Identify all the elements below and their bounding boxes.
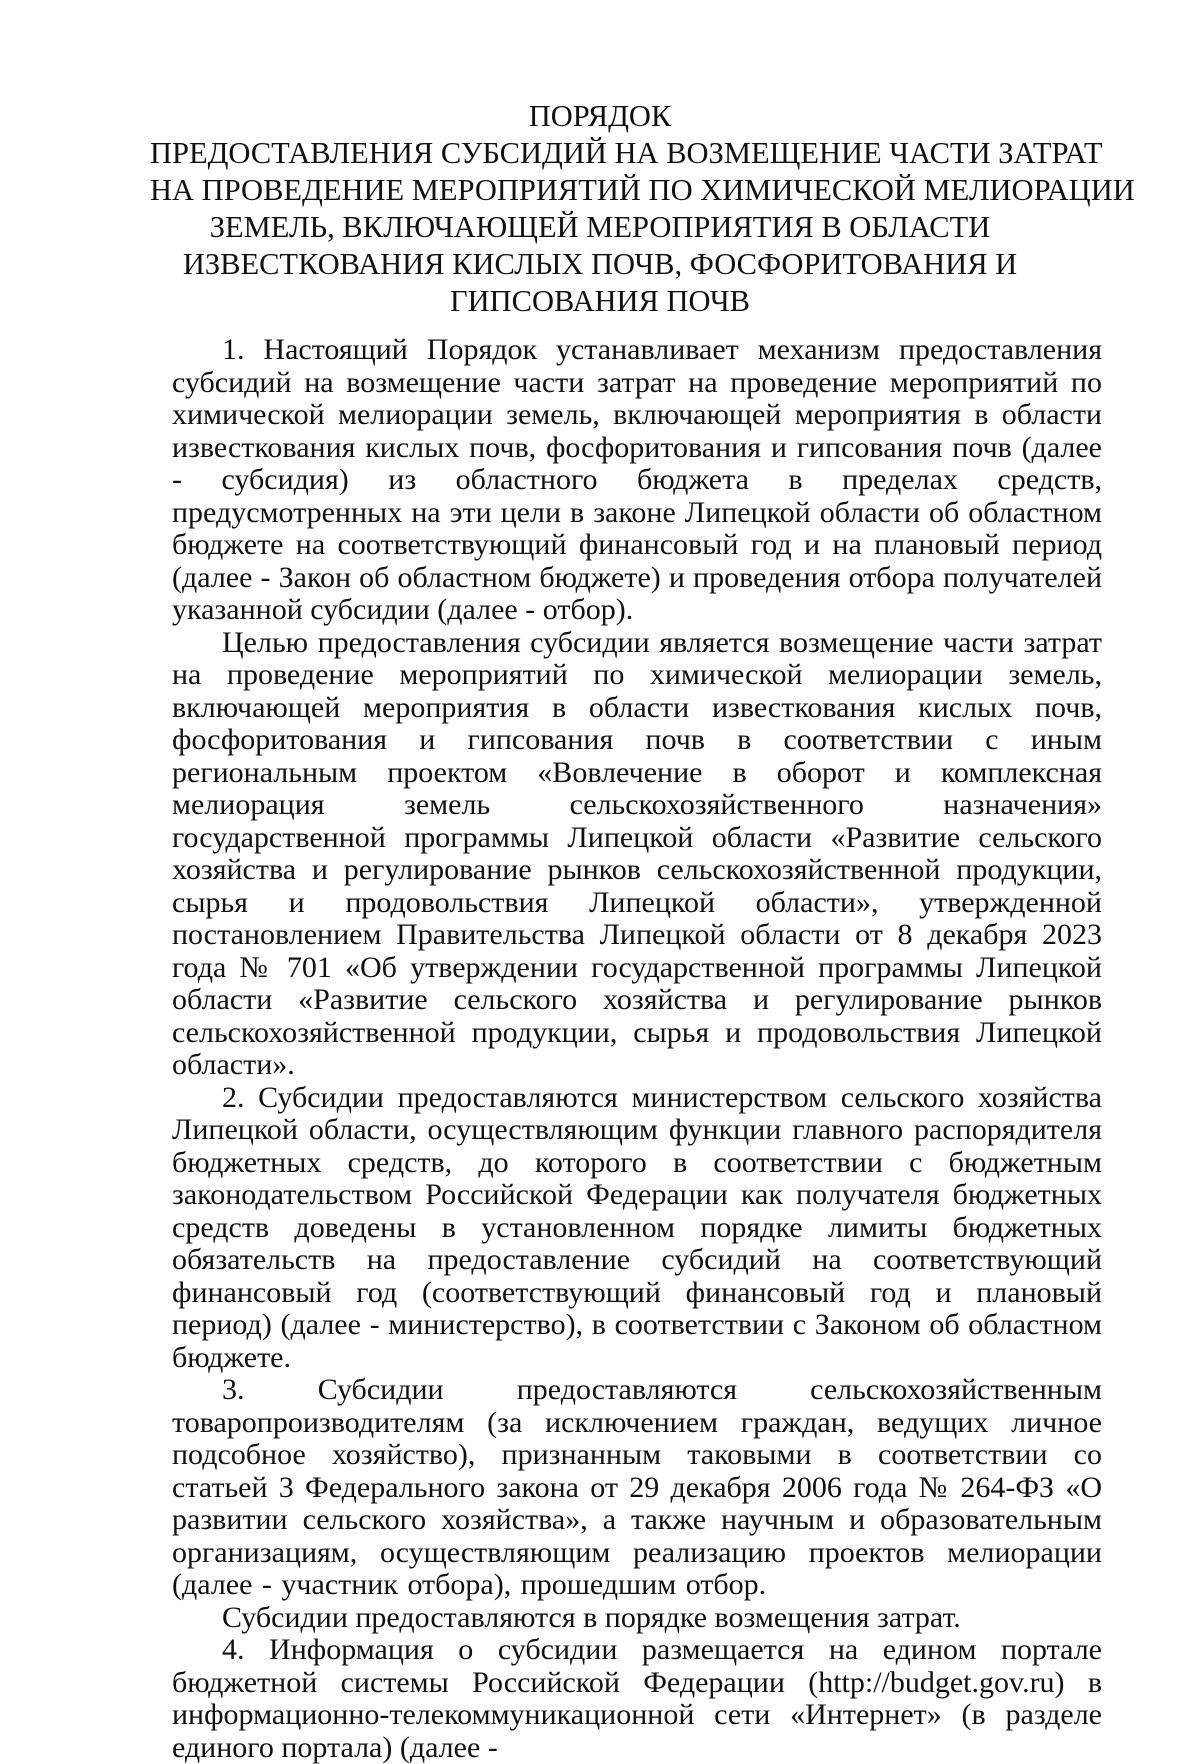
title-line: ГИПСОВАНИЯ ПОЧВ	[450, 284, 750, 318]
paragraph-purpose: Целью предоставления субсидии является возмещение части затрат на проведение мероприятий по химической мелиорации земель, включающей мероприятия в области известкования кислых почв, фосфоритования и гипсования почв в соответствии с иным региональным проектом «Вовлечение в оборот и комплексная мелиорация земель сельскохозяйственного назначения» государственной программы Липецкой области «Развитие сельского хозяйства и регулирование рынков сельскохозяйственной продукции, сырья и продовольствия Липецкой области», утвержденной постановлением Правительства Липецкой области от 8 декабря 2023 года № 701 «Об утверждении государственной программы Липецкой области «Развитие сельского хозяйства и регулирование рынков сельскохозяйственной продукции, сырья и продовольствия Липецкой области».	[172, 625, 1102, 1081]
title-line: ПОРЯДОК	[528, 99, 672, 133]
paragraph-2: 2. Субсидии предоставляются министерством сельского хозяйства Липецкой области, осуществляющим функции главного распорядителя бюджетных средств, до которого в соответствии с бюджетным законодательством Российской Федерации как получателя бюджетных средств доведены в установленном порядке лимиты бюджетных обязательств на предоставление субсидий на соответствующий финансовый год (соответствующий финансовый год и плановый период) (далее - министерство), в соответствии с Законом об областном бюджете.	[172, 1080, 1102, 1374]
document-title	[150, 98, 1135, 320]
paragraph-4: 4. Информация о субсидии размещается на едином портале бюджетной системы Российской Федерации (http://budget.gov.ru) в информационно-телекоммуникационной сети «Интернет» (в разделе единого портала) (далее -	[172, 1633, 1102, 1764]
paragraph-1: 1. Настоящий Порядок устанавливает механизм предоставления субсидий на возмещение части затрат на проведение мероприятий по химической мелиорации земель, включающей мероприятия в области известкования кислых почв, фосфоритования и гипсования почв (далее - субсидия) из областного бюджета в пределах средств, предусмотренных на эти цели в законе Липецкой области об областном бюджете на соответствующий финансовый год и на плановый период (далее - Закон об областном бюджете) и проведения отбора получателей указанной субсидии (далее - отбор).	[172, 333, 1102, 626]
title-line: ПРЕДОСТАВЛЕНИЯ СУБСИДИЙ НА ВОЗМЕЩЕНИЕ ЧАСТИ ЗАТРАТ	[150, 136, 1103, 170]
title-line: ИЗВЕСТКОВАНИЯ КИСЛЫХ ПОЧВ, ФОСФОРИТОВАНИЯ И	[182, 247, 1018, 281]
paragraph-3: 3. Субсидии предоставляются сельскохозяйственным товаропроизводителям (за исключением граждан, ведущих личное подсобное хозяйство), признанным таковыми в соответствии со статьей 3 Федерального закона от 29 декабря 2006 года № 264-ФЗ «О развитии сельского хозяйства», а также научным и образовательным организациям, осуществляющим реализацию проектов мелиорации (далее - участник отбора), прошедшим отбор.	[172, 1373, 1102, 1601]
document-body	[172, 334, 1102, 1764]
title-line: ЗЕМЕЛЬ, ВКЛЮЧАЮЩЕЙ МЕРОПРИЯТИЯ В ОБЛАСТИ	[209, 210, 991, 244]
title-line: НА ПРОВЕДЕНИЕ МЕРОПРИЯТИЙ ПО ХИМИЧЕСКОЙ МЕЛИОРАЦИИ	[150, 173, 1135, 207]
paragraph-reimbursement: Субсидии предоставляются в порядке возмещения затрат.	[222, 1600, 961, 1634]
